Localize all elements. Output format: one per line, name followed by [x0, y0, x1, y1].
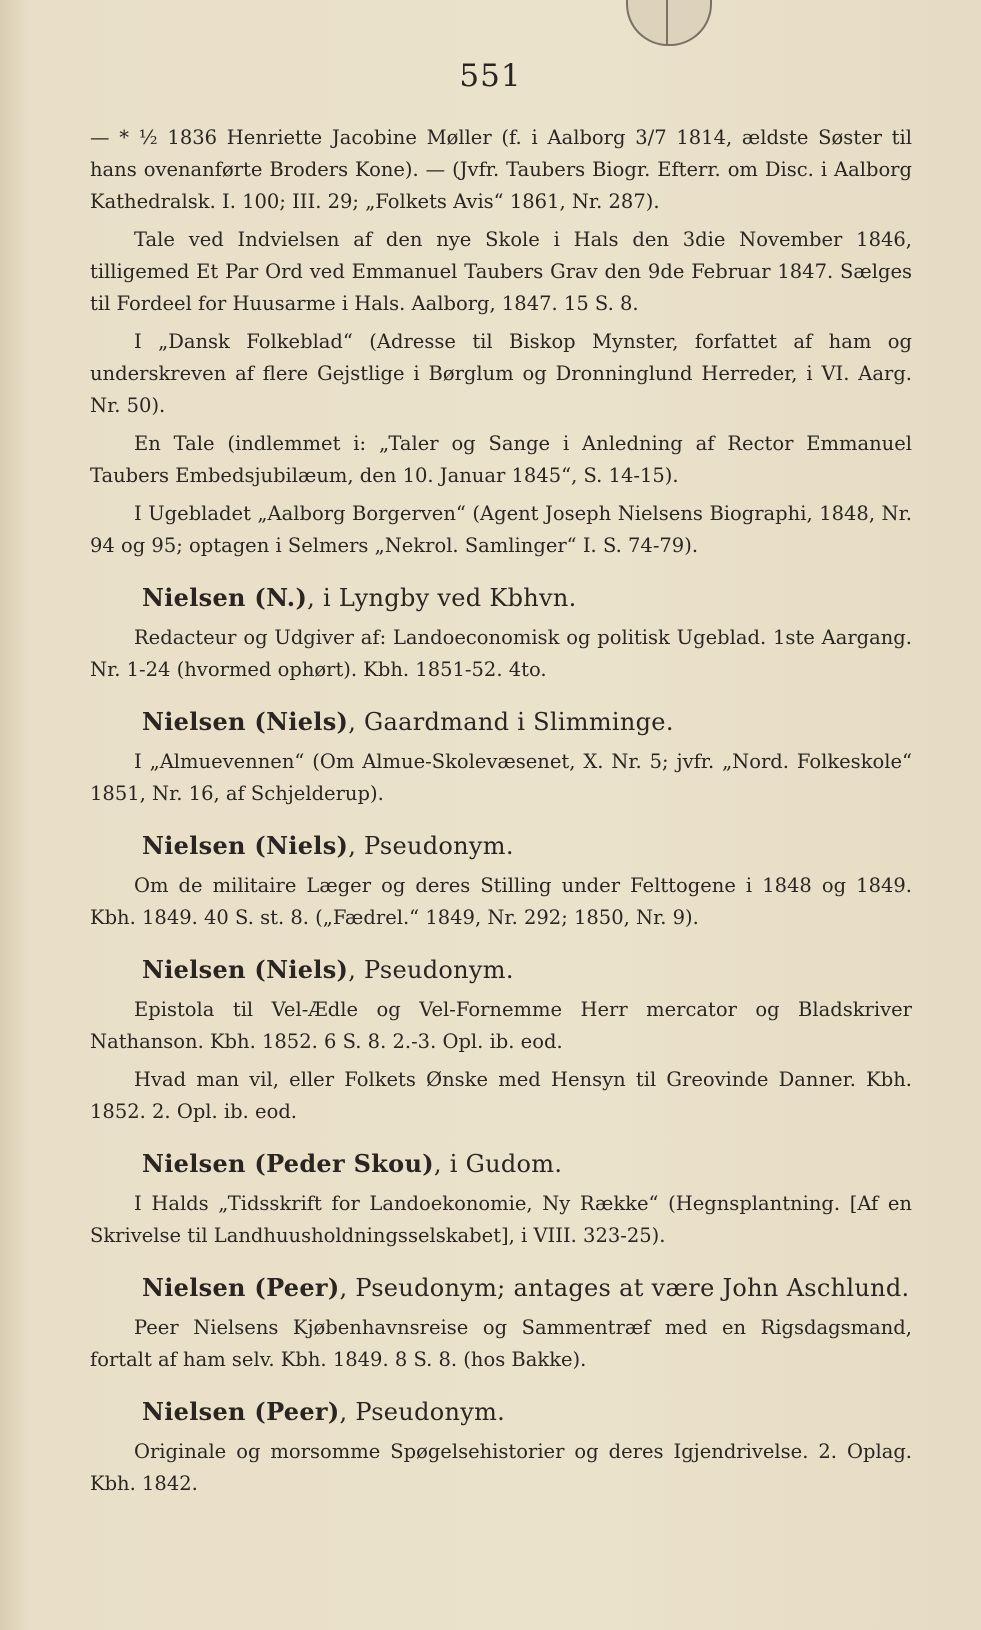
entry-nielsen-niels-gaardmand: [90, 706, 912, 810]
entry-paragraph: I „Almuevennen“ (Om Almue-Skolevæsenet, X. Nr. 5; jvfr. „Nord. Folkeskole“ 1851, Nr. 16, af Schjelderup).: [90, 750, 912, 805]
entry-nielsen-peer-2: [90, 1396, 912, 1500]
entry-heading: [142, 954, 912, 986]
binding-line: [666, 0, 668, 44]
entry-name: Nielsen (Peer): [142, 1397, 340, 1426]
entry-paragraph: I Halds „Tidsskrift for Landoekonomie, Ny Række“ (Hegnsplantning. [Af en Skrivelse til Landhuusholdningsselskabet], i VIII. 323-25).: [90, 1192, 912, 1247]
entry-paragraph: Redacteur og Udgiver af: Landoeconomisk og politisk Ugeblad. 1ste Aargang. Nr. 1-24 (hvormed ophørt). Kbh. 1851-52. 4to.: [90, 626, 912, 681]
entry-name: Nielsen (Peder Skou): [142, 1149, 434, 1178]
entry-description: , i Gudom.: [433, 1150, 563, 1178]
entry-paragraph: Om de militaire Læger og deres Stilling under Felttogene i 1848 og 1849. Kbh. 1849. 40 S. st. 8. („Fædrel.“ 1849, Nr. 292; 1850, Nr. 9).: [90, 874, 912, 929]
entry-name: Nielsen (Peer): [142, 1273, 340, 1302]
entry-paragraph: En Tale (indlemmet i: „Taler og Sange i Anledning af Rector Emmanuel Taubers Embedsjubilæum, den 10. Januar 1845“, S. 14-15).: [90, 432, 912, 487]
entry-description: , Gaardmand i Slimminge.: [348, 708, 674, 736]
entry-nielsen-niels-pseudonym-2: [90, 954, 912, 1128]
entry-name: Nielsen (N.): [142, 583, 308, 612]
entry-description: , Pseudonym.: [348, 832, 514, 860]
entry-heading: [142, 1272, 912, 1304]
entry-description: , Pseudonym.: [339, 1398, 506, 1426]
entry-continuation: [90, 122, 912, 562]
entry-description: , i Lyngby ved Kbhvn.: [307, 584, 577, 612]
entry-name: Nielsen (Niels): [142, 831, 349, 860]
page-number: 551: [459, 58, 522, 94]
entry-paragraph: I Ugebladet „Aalborg Borgerven“ (Agent Joseph Nielsens Biographi, 1848, Nr. 94 og 95; optagen i Selmers „Nekrol. Samlinger“ I. S. 74-79).: [90, 502, 912, 557]
entry-heading: [142, 1396, 912, 1428]
entry-nielsen-peer-1: [90, 1272, 912, 1376]
entry-paragraph: I „Dansk Folkeblad“ (Adresse til Biskop Mynster, forfattet af ham og underskreven af flere Gejstlige i Børglum og Dronninglund Herreder, i VI. Aarg. Nr. 50).: [90, 330, 912, 417]
entry-paragraph: Originale og morsomme Spøgelsehistorier og deres Igjendrivelse. 2. Oplag. Kbh. 1842.: [90, 1440, 912, 1495]
entry-nielsen-n: [90, 582, 912, 686]
entry-description: , Pseudonym.: [348, 956, 514, 984]
entry-heading: [142, 582, 912, 614]
entry-paragraph: Tale ved Indvielsen af den nye Skole i Hals den 3die November 1846, tilligemed Et Par Ord ved Emmanuel Taubers Grav den 9de Februar 1847. Sælges til Fordeel for Huusarme i Hals. Aalborg, 1847. 15 S. 8.: [90, 228, 912, 315]
entry-heading: [142, 830, 912, 862]
entry-nielsen-niels-pseudonym-1: [90, 830, 912, 934]
entry-paragraph: Hvad man vil, eller Folkets Ønske med Hensyn til Greovinde Danner. Kbh. 1852. 2. Opl. ib. eod.: [90, 1068, 912, 1123]
entry-paragraph: — * ½ 1836 Henriette Jacobine Møller (f. i Aalborg 3/7 1814, ældste Søster til hans ovenanførte Broders Kone). — (Jvfr. Taubers Biogr. Efterr. om Disc. i Aalborg Kathedralsk. I. 100; III. 29; „Folkets Avis“ 1861, Nr. 287).: [90, 126, 912, 213]
page-content: [90, 122, 912, 1520]
entry-paragraph: Peer Nielsens Kjøbenhavnsreise og Sammentræf med en Rigsdagsmand, fortalt af ham selv. Kbh. 1849. 8 S. 8. (hos Bakke).: [90, 1316, 912, 1371]
entry-heading: [142, 706, 912, 738]
entry-name: Nielsen (Niels): [142, 707, 349, 736]
entry-heading: [142, 1148, 912, 1180]
entry-paragraph: Epistola til Vel-Ædle og Vel-Fornemme Herr mercator og Bladskriver Nathanson. Kbh. 1852. 6 S. 8. 2.-3. Opl. ib. eod.: [90, 998, 912, 1053]
entry-description: , Pseudonym; antages at være John Aschlund.: [339, 1274, 910, 1302]
binding-notch: [626, 0, 712, 46]
entry-name: Nielsen (Niels): [142, 955, 349, 984]
entry-nielsen-peder-skou: [90, 1148, 912, 1252]
